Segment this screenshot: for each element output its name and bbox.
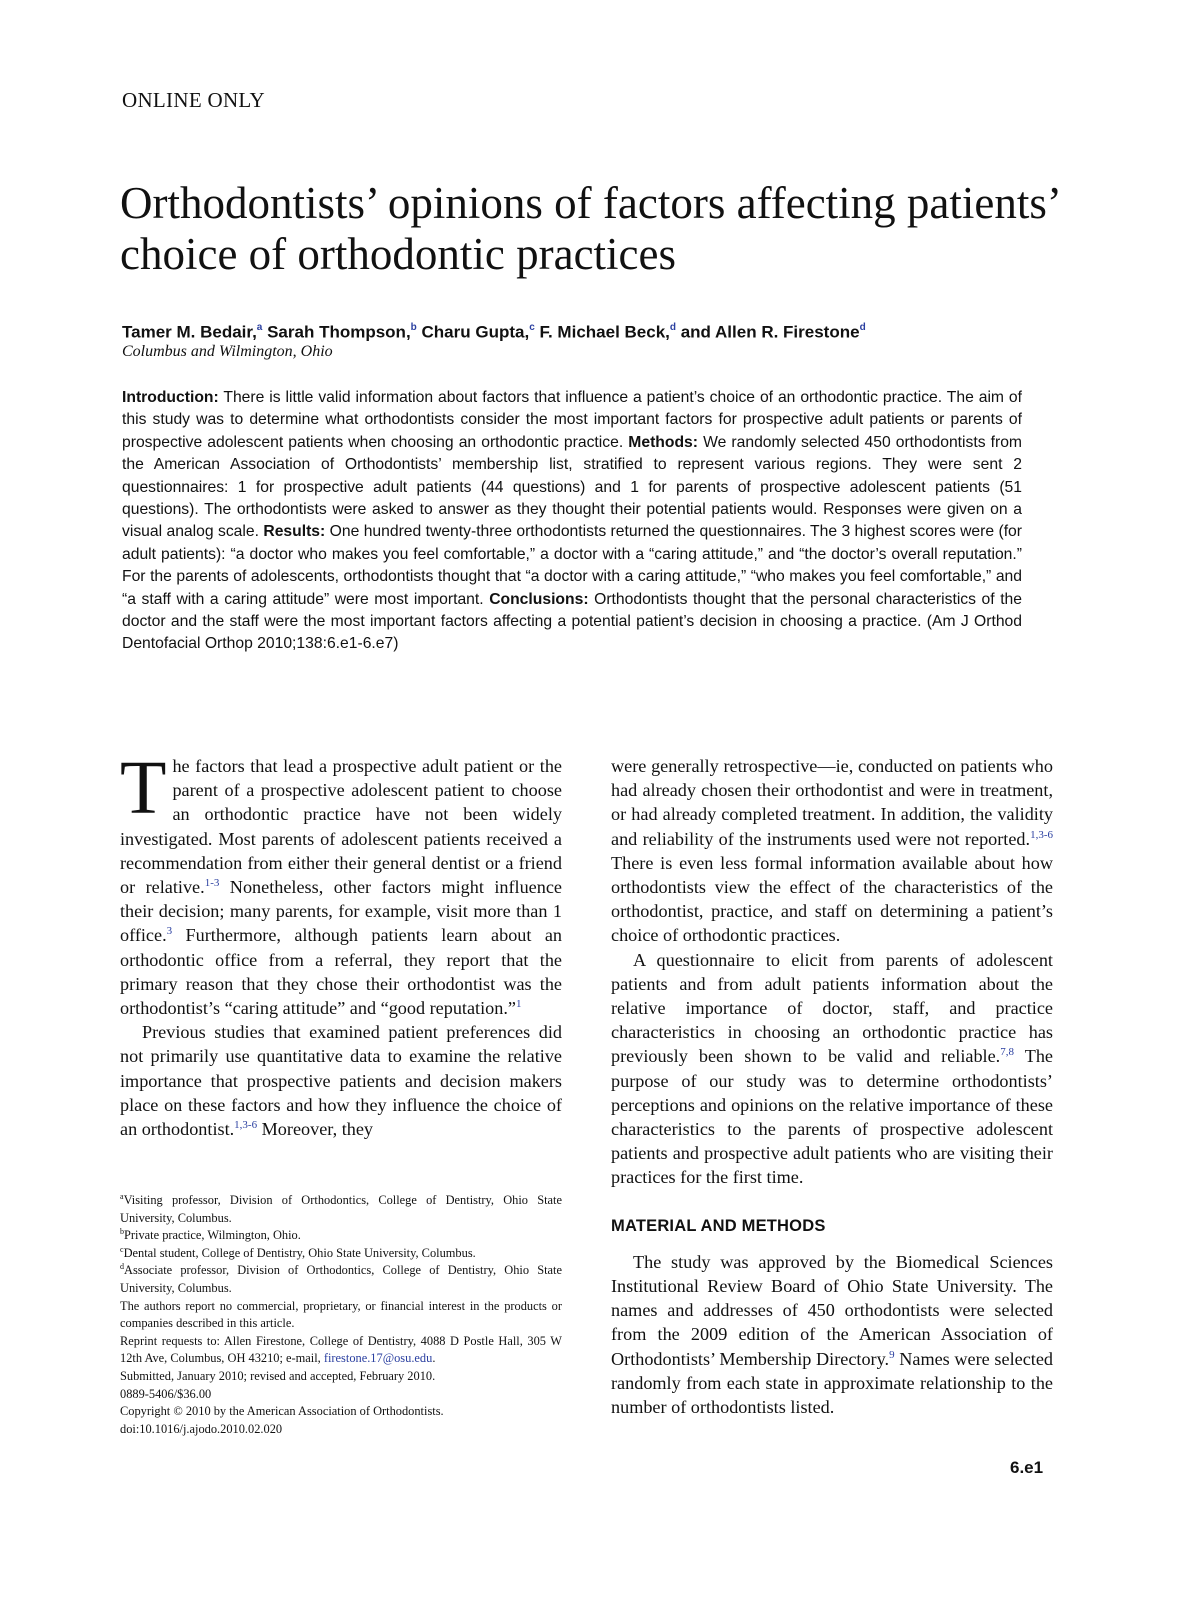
abstract-intro-text: There is little valid information about factors that influence a patient’s choice of an orthodontic practice. The aim of this study was to determine what orthodontists consider the most important factors for prospective adult patients or parents of prospective adolescent patients when choosing an orthodontic practice. [122,389,1022,451]
affiliation-mark[interactable]: b [410,322,417,333]
footnotes [120,1192,562,1438]
body-text: Nonetheless, other factors might influence their decision; many parents, for example, visit more than 1 office. [120,877,562,946]
body-paragraph [120,1020,562,1141]
reference-link[interactable]: 1,3-6 [234,1118,258,1131]
author-name: F. Michael Beck, [539,322,670,342]
abstract-methods-label: Methods: [628,433,698,451]
author-list [122,318,1082,344]
footnote-c [120,1245,562,1263]
body-text: Moreover, they [257,1119,374,1140]
footnote-text: Dental student, College of Dentistry, Ohio State University, Columbus. [123,1245,476,1260]
footnote-mark: c [120,1244,124,1254]
body-paragraph [611,948,1053,1190]
footnote-disclosure: The authors report no commercial, proprietary, or financial interest in the products or companies described in this article. [120,1298,562,1331]
reference-link[interactable]: 1 [515,997,522,1010]
affiliation-mark[interactable]: a [256,322,263,333]
body-paragraph [120,746,562,1020]
page-number: 6.e1 [1010,1458,1044,1477]
author-name: Tamer M. Bedair, [122,322,257,342]
body-paragraph [611,1250,1053,1419]
abstract-results-text: One hundred twenty-three orthodontists returned the questionnaires. The 3 highest scores were (for adult patients): “a doctor who makes you feel comfortable,” a doctor with a “caring attitude,” and “the doctor’s overall reputation.” For the parents of adolescents, orthodontists thought that “a doctor with a caring attitude,” “who makes you feel comfortable,” and “a staff with a caring attitude” were most important. [122,523,1023,608]
footnote-mark: d [120,1262,124,1272]
affiliation-mark[interactable]: c [529,322,535,333]
footnote-text: Reprint requests to: Allen Firestone, College of Dentistry, 4088 D Postle Hall, 305 W 12th Ave, Columbus, OH 43210; e-mail, [120,1333,562,1366]
abstract-conclusions-label: Conclusions: [489,590,589,608]
abstract [122,387,1022,656]
body-text: Furthermore, although patients learn about an orthodontic office from a referral, they report that the primary reason that they chose their orthodontist was the orthodontist’s “caring attitude” and “good reputation.” [120,925,562,1019]
reference-link[interactable]: 7,8 [1000,1046,1014,1059]
reference-link[interactable]: 1-3 [204,876,220,889]
footnote-text: Visiting professor, Division of Orthodontics, College of Dentistry, Ohio State University, Columbus. [120,1193,562,1225]
body-text: Names were selected randomly from each state in approximate relationship to the number of orthodontists listed. [611,1348,1053,1418]
abstract-citation: (Am J Orthod Dentofacial Orthop 2010;138:6.e1-6.e7) [122,613,1022,653]
section-heading: MATERIAL AND METHODS [611,1216,826,1235]
author-affiliation: Columbus and Wilmington, Ohio [122,343,333,360]
footnote-copyright: Copyright © 2010 by the American Association of Orthodontists. [120,1404,444,1419]
email-link[interactable]: firestone.17@osu.edu [323,1351,433,1366]
footnote-mark: b [120,1227,124,1237]
body-paragraph [611,754,1053,948]
body-text: There is even less formal information available about how orthodontists view the effect of the characteristics of the orthodontist, practice, and staff on determining a patient’s choice of orthodontic practices. [611,852,1053,946]
reference-link[interactable]: 9 [889,1348,895,1361]
body-column-right [611,754,1053,1419]
footnote-a [120,1192,562,1227]
footnote-mark: a [120,1191,124,1201]
footnote-text: Associate professor, Division of Orthodontics, College of Dentistry, Ohio State University, Columbus. [120,1263,562,1295]
body-text: The study was approved by the Biomedical Sciences Institutional Review Board of Ohio State University. The names and addresses of 450 orthodontists were selected from the 2009 edition of the American Association of Orthodontists’ Membership Directory. [611,1251,1053,1369]
affiliation-mark[interactable]: d [669,322,676,333]
reference-link[interactable]: 1,3-6 [1030,828,1053,841]
body-text: were generally retrospective—ie, conducted on patients who had already chosen their orthodontist and were in treatment, or had already completed treatment. In addition, the validity and reliability of the instruments used were not reported. [611,756,1053,849]
footnote-text: . [432,1351,436,1366]
footnote-b [120,1227,562,1245]
body-text: A questionnaire to elicit from parents of adolescent patients and from adult patients information about the relative importance of doctor, staff, and practice characteristics in choosing an orthodontic practice has previously been shown to be valid and reliable. [611,949,1053,1067]
article-title: Orthodontists’ opinions of factors affecting patients’ choice of orthodontic practices [120,178,1059,279]
footnote-d [120,1262,562,1297]
body-column-left [120,746,562,1141]
body-text: The purpose of our study was to determine orthodontists’ perceptions and opinions on the relative importance of these characteristics to the parents of prospective adolescent patients and prospective adult patients who are visiting their practices for the first time. [611,1046,1053,1188]
footnote-doi: doi:10.1016/j.ajodo.2010.02.020 [120,1421,283,1436]
footnote-text: Private practice, Wilmington, Ohio. [124,1228,301,1243]
body-text: he factors that lead a prospective adult patient or the parent of a prospective adolescent patient to choose an orthodontic practice have not been widely investigated. Most parents of adolescent patients received a recommendation from either their general dentist or a friend or relative. [120,756,562,898]
author-name: Sarah Thompson, [267,322,411,342]
footnote-submitted: Submitted, January 2010; revised and accepted, February 2010. [120,1368,436,1383]
footnote-reprint [120,1333,562,1368]
dropcap: T [120,746,167,830]
abstract-conclusions-text: Orthodontists thought that the personal characteristics of the doctor and the staff were the most important factors affecting a potential patient’s decision in choosing a practice. [122,590,1023,631]
reference-link[interactable]: 3 [166,925,173,938]
footnote-issn: 0889-5406/$36.00 [120,1386,212,1401]
affiliation-mark[interactable]: d [859,322,866,333]
section-label: ONLINE ONLY [122,88,265,112]
author-name: and Allen R. Firestone [680,322,860,342]
author-name: Charu Gupta, [421,322,530,342]
abstract-results-label: Results: [263,523,326,541]
abstract-intro-label: Introduction: [122,389,219,406]
abstract-methods-text: We randomly selected 450 orthodontists from the American Association of Orthodontists’ membership list, stratified to represent various regions. They were sent 2 questionnaires: 1 for prospective adult patients (44 questions) and 1 for parents of prospective adolescent patients (51 questions). The orthodontists were asked to answer as they thought their potential patients would. Responses were given on a visual analog scale. [122,433,1023,541]
body-text: Previous studies that examined patient preferences did not primarily use quantitative data to examine the relative importance that prospective patients and decision makers place on these factors and how they influence the choice of an orthodontist. [120,1022,562,1140]
